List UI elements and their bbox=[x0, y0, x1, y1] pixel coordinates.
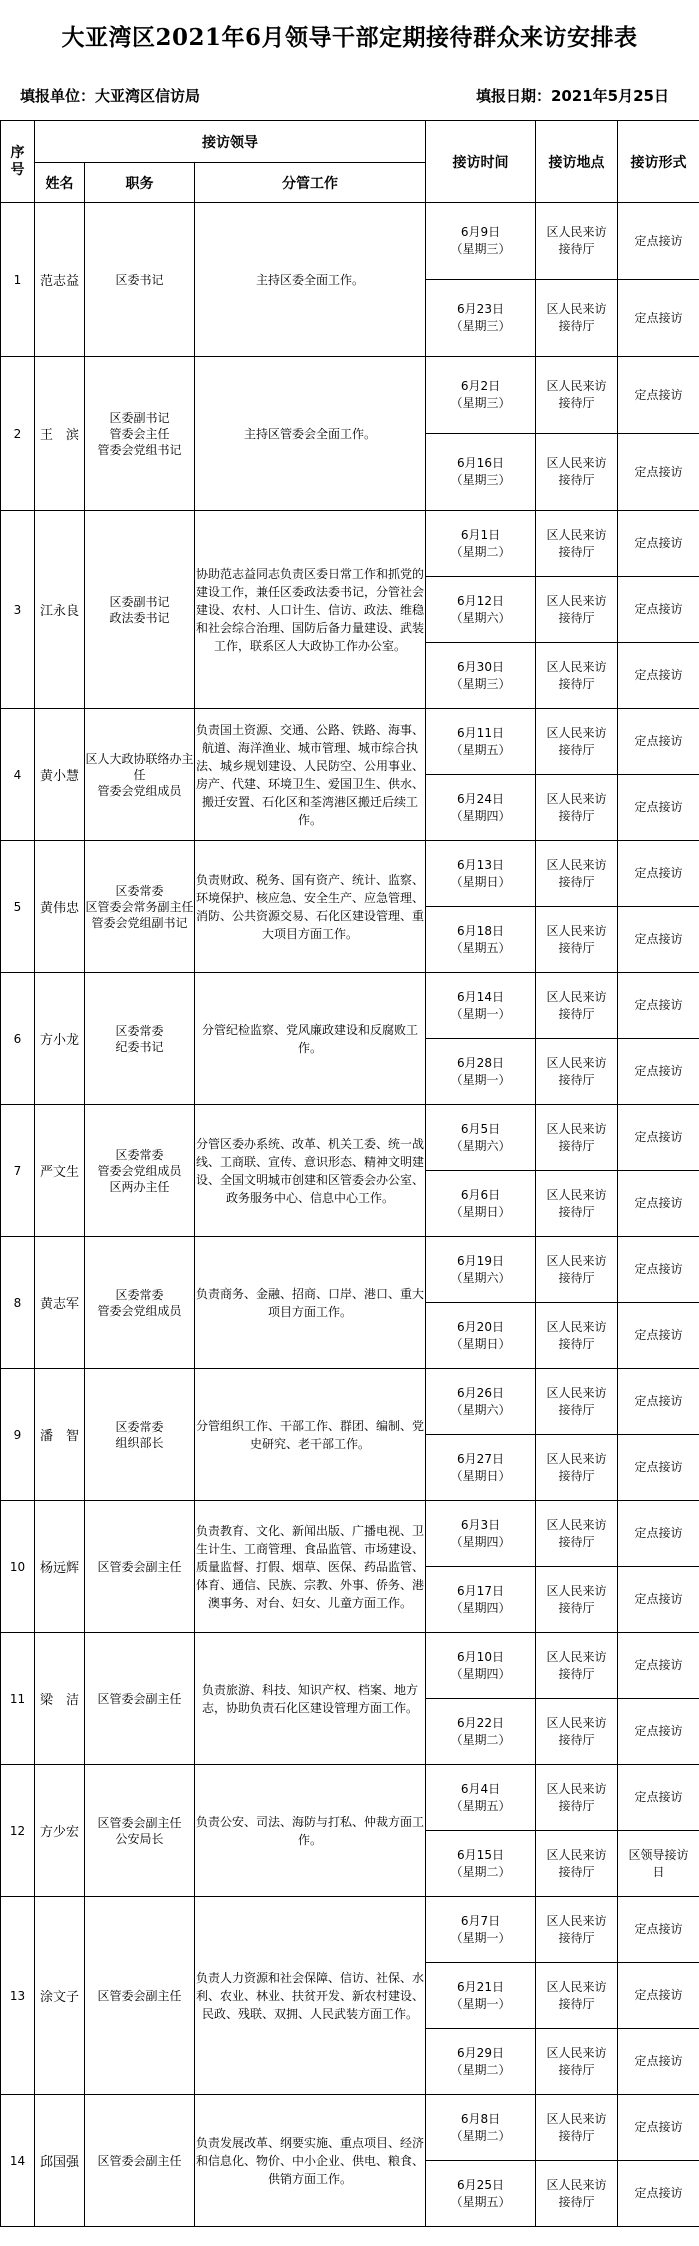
leader-name-cell: 涂文子 bbox=[35, 1897, 85, 2095]
position-line: 区委常委 bbox=[115, 1287, 164, 1302]
visit-time-cell bbox=[426, 2161, 536, 2227]
seq-cell: 3 bbox=[1, 511, 35, 709]
visit-place-cell: 区人民来访接待厅 bbox=[536, 280, 618, 357]
visit-form-cell: 定点接访 bbox=[618, 643, 699, 709]
page-title: 大亚湾区2021年6月领导干部定期接待群众来访安排表 bbox=[61, 23, 638, 51]
visit-weekday: （星期日） bbox=[450, 1468, 511, 1483]
visit-place-cell: 区人民来访接待厅 bbox=[536, 1633, 618, 1699]
visit-form-cell: 定点接访 bbox=[618, 841, 699, 907]
visit-form-cell: 定点接访 bbox=[618, 203, 699, 280]
visit-form-cell: 定点接访 bbox=[618, 1303, 699, 1369]
visit-date: 6月23日 bbox=[457, 302, 504, 316]
visit-form-cell: 定点接访 bbox=[618, 511, 699, 577]
position-line: 管委会主任 bbox=[109, 426, 170, 441]
visit-form-cell: 定点接访 bbox=[618, 1369, 699, 1435]
visit-form-cell: 定点接访 bbox=[618, 1963, 699, 2029]
report-meta bbox=[0, 70, 699, 120]
visit-time-cell bbox=[426, 357, 536, 434]
position-line: 区管委会副主任 bbox=[97, 1559, 182, 1574]
visit-place-cell: 区人民来访接待厅 bbox=[536, 2095, 618, 2161]
seq-cell: 11 bbox=[1, 1633, 35, 1765]
visit-time-cell bbox=[426, 841, 536, 907]
position-line: 管委会党组书记 bbox=[97, 442, 182, 457]
visit-weekday: （星期四） bbox=[450, 1666, 511, 1681]
leader-name-cell: 梁 洁 bbox=[35, 1633, 85, 1765]
visit-date: 6月10日 bbox=[457, 1649, 504, 1664]
visit-place-cell: 区人民来访接待厅 bbox=[536, 1237, 618, 1303]
table-row bbox=[1, 511, 699, 577]
seq-cell: 12 bbox=[1, 1765, 35, 1897]
schedule-table bbox=[0, 120, 699, 2227]
position-cell bbox=[85, 1897, 195, 2095]
seq-cell: 14 bbox=[1, 2095, 35, 2227]
position-line: 区委书记 bbox=[115, 272, 164, 287]
visit-time-cell bbox=[426, 511, 536, 577]
visit-date: 6月18日 bbox=[457, 923, 504, 938]
position-cell bbox=[85, 709, 195, 841]
visit-form-cell: 定点接访 bbox=[618, 1567, 699, 1633]
header-position: 职务 bbox=[85, 163, 195, 203]
visit-form-cell: 定点接访 bbox=[618, 2161, 699, 2227]
visit-weekday: （星期三） bbox=[450, 676, 511, 691]
visit-date: 6月7日 bbox=[460, 1913, 501, 1928]
position-cell bbox=[85, 357, 195, 511]
visit-place-cell: 区人民来访接待厅 bbox=[536, 511, 618, 577]
seq-cell: 4 bbox=[1, 709, 35, 841]
table-row bbox=[1, 1501, 699, 1567]
visit-time-cell bbox=[426, 203, 536, 280]
visit-date: 6月4日 bbox=[460, 1781, 501, 1796]
visit-weekday: （星期五） bbox=[450, 940, 511, 955]
position-line: 区委常委 bbox=[115, 1023, 164, 1038]
visit-date: 6月12日 bbox=[457, 593, 504, 608]
visit-time-cell bbox=[426, 1237, 536, 1303]
visit-place-cell: 区人民来访接待厅 bbox=[536, 1435, 618, 1501]
visit-time-cell bbox=[426, 1765, 536, 1831]
duty-cell: 负责国土资源、交通、公路、铁路、海事、航道、海洋渔业、城市管理、城市综合执法、城乡规划建设、人民防空、公用事业、房产、代建、环境卫生、爱国卫生、供水、搬迁安置、石化区和荃湾港区搬迁后续工作。 bbox=[195, 709, 426, 841]
table-row bbox=[1, 1369, 699, 1435]
visit-date: 6月5日 bbox=[460, 1121, 501, 1136]
visit-date: 6月26日 bbox=[457, 1385, 504, 1400]
visit-place-cell: 区人民来访接待厅 bbox=[536, 203, 618, 280]
duty-cell: 负责旅游、科技、知识产权、档案、地方志，协助负责石化区建设管理方面工作。 bbox=[195, 1633, 426, 1765]
duty-cell: 负责财政、税务、国有资产、统计、监察、环境保护、核应急、安全生产、应急管理、消防、公共资源交易、石化区建设管理、重大项目方面工作。 bbox=[195, 841, 426, 973]
position-cell bbox=[85, 511, 195, 709]
visit-weekday: （星期二） bbox=[450, 544, 511, 559]
visit-date: 6月2日 bbox=[460, 379, 501, 393]
leader-name-cell: 江永良 bbox=[35, 511, 85, 709]
visit-time-cell bbox=[426, 973, 536, 1039]
position-cell bbox=[85, 1105, 195, 1237]
leader-name-cell: 黄志军 bbox=[35, 1237, 85, 1369]
visit-weekday: （星期二） bbox=[450, 2128, 511, 2143]
visit-form-cell: 定点接访 bbox=[618, 1105, 699, 1171]
visit-place-cell: 区人民来访接待厅 bbox=[536, 973, 618, 1039]
visit-date: 6月25日 bbox=[457, 2177, 504, 2192]
visit-date: 6月8日 bbox=[460, 2111, 501, 2126]
visit-date: 6月30日 bbox=[457, 659, 504, 674]
visit-form-cell: 定点接访 bbox=[618, 1699, 699, 1765]
visit-date: 6月15日 bbox=[457, 1847, 504, 1862]
position-line: 纪委书记 bbox=[115, 1039, 164, 1054]
visit-date: 6月1日 bbox=[460, 527, 501, 542]
position-line: 区管委会副主任 bbox=[97, 1988, 182, 2003]
leader-name-cell: 黄伟忠 bbox=[35, 841, 85, 973]
visit-weekday: （星期四） bbox=[450, 1534, 511, 1549]
duty-cell: 负责人力资源和社会保障、信访、社保、水利、农业、林业、扶贫开发、新农村建设、民政、残联、双拥、人民武装方面工作。 bbox=[195, 1897, 426, 2095]
visit-weekday: （星期六） bbox=[450, 610, 511, 625]
visit-weekday: （星期日） bbox=[450, 874, 511, 889]
table-row bbox=[1, 1105, 699, 1171]
visit-place-cell: 区人民来访接待厅 bbox=[536, 775, 618, 841]
position-line: 区委常委 bbox=[115, 1419, 164, 1434]
duty-cell: 主持区委全面工作。 bbox=[195, 203, 426, 357]
seq-cell: 8 bbox=[1, 1237, 35, 1369]
seq-cell: 10 bbox=[1, 1501, 35, 1633]
visit-place-cell: 区人民来访接待厅 bbox=[536, 1897, 618, 1963]
visit-form-cell: 区领导接访日 bbox=[618, 1831, 699, 1897]
visit-form-cell: 定点接访 bbox=[618, 577, 699, 643]
visit-form-cell: 定点接访 bbox=[618, 434, 699, 511]
duty-cell: 分管组织工作、干部工作、群团、编制、党史研究、老干部工作。 bbox=[195, 1369, 426, 1501]
position-line: 管委会党组成员 bbox=[97, 1303, 182, 1318]
visit-time-cell bbox=[426, 280, 536, 357]
visit-time-cell bbox=[426, 1501, 536, 1567]
duty-cell: 分管区委办系统、改革、机关工委、统一战线、工商联、宣传、意识形态、精神文明建设、全国文明城市创建和区管委会办公室、政务服务中心、信息中心工作。 bbox=[195, 1105, 426, 1237]
visit-time-cell bbox=[426, 1435, 536, 1501]
position-line: 政法委书记 bbox=[109, 610, 170, 625]
visit-time-cell bbox=[426, 1369, 536, 1435]
visit-form-cell: 定点接访 bbox=[618, 1501, 699, 1567]
visit-place-cell: 区人民来访接待厅 bbox=[536, 643, 618, 709]
visit-weekday: （星期三） bbox=[450, 242, 511, 256]
visit-time-cell bbox=[426, 1831, 536, 1897]
duty-cell: 分管纪检监察、党风廉政建设和反腐败工作。 bbox=[195, 973, 426, 1105]
visit-date: 6月13日 bbox=[457, 857, 504, 872]
table-row bbox=[1, 357, 699, 434]
visit-weekday: （星期三） bbox=[450, 396, 511, 410]
visit-time-cell bbox=[426, 1897, 536, 1963]
visit-form-cell: 定点接访 bbox=[618, 973, 699, 1039]
visit-time-cell bbox=[426, 1699, 536, 1765]
visit-place-cell: 区人民来访接待厅 bbox=[536, 577, 618, 643]
visit-time-cell bbox=[426, 2029, 536, 2095]
header-leaders: 接访领导 bbox=[35, 121, 426, 163]
visit-place-cell: 区人民来访接待厅 bbox=[536, 1105, 618, 1171]
visit-place-cell: 区人民来访接待厅 bbox=[536, 357, 618, 434]
visit-time-cell bbox=[426, 1963, 536, 2029]
position-line: 组织部长 bbox=[115, 1435, 164, 1450]
visit-date: 6月22日 bbox=[457, 1715, 504, 1730]
visit-date: 6月19日 bbox=[457, 1253, 504, 1268]
seq-cell: 2 bbox=[1, 357, 35, 511]
visit-time-cell bbox=[426, 1633, 536, 1699]
leader-name-cell: 范志益 bbox=[35, 203, 85, 357]
visit-date: 6月16日 bbox=[457, 456, 504, 470]
leader-name-cell: 方少宏 bbox=[35, 1765, 85, 1897]
visit-form-cell: 定点接访 bbox=[618, 1765, 699, 1831]
duty-cell: 负责教育、文化、新闻出版、广播电视、卫生计生、工商管理、食品监管、市场建设、质量监督、打假、烟草、医保、药品监管、体育、通信、民族、宗教、外事、侨务、港澳事务、对台、妇女、儿童方面工作。 bbox=[195, 1501, 426, 1633]
position-line: 区管委会常务副主任 bbox=[85, 899, 194, 914]
duty-cell: 负责商务、金融、招商、口岸、港口、重大项目方面工作。 bbox=[195, 1237, 426, 1369]
visit-weekday: （星期日） bbox=[450, 1204, 511, 1219]
table-row bbox=[1, 2095, 699, 2161]
position-line: 管委会党组成员 bbox=[97, 1163, 182, 1178]
visit-weekday: （星期一） bbox=[450, 1006, 511, 1021]
visit-place-cell: 区人民来访接待厅 bbox=[536, 2161, 618, 2227]
visit-weekday: （星期三） bbox=[450, 473, 511, 487]
table-row bbox=[1, 1897, 699, 1963]
visit-place-cell: 区人民来访接待厅 bbox=[536, 1303, 618, 1369]
visit-weekday: （星期四） bbox=[450, 1600, 511, 1615]
header-time: 接访时间 bbox=[426, 121, 536, 203]
position-line: 区人大政协联络办主任 bbox=[85, 751, 194, 782]
visit-place-cell: 区人民来访接待厅 bbox=[536, 1039, 618, 1105]
visit-time-cell bbox=[426, 1171, 536, 1237]
visit-weekday: （星期二） bbox=[450, 1864, 511, 1879]
visit-form-cell: 定点接访 bbox=[618, 775, 699, 841]
leader-name-cell: 严文生 bbox=[35, 1105, 85, 1237]
visit-form-cell: 定点接访 bbox=[618, 1039, 699, 1105]
visit-time-cell bbox=[426, 1105, 536, 1171]
visit-weekday: （星期二） bbox=[450, 1732, 511, 1747]
seq-cell: 1 bbox=[1, 203, 35, 357]
visit-form-cell: 定点接访 bbox=[618, 1171, 699, 1237]
visit-date: 6月14日 bbox=[457, 989, 504, 1004]
position-cell bbox=[85, 203, 195, 357]
visit-date: 6月3日 bbox=[460, 1517, 501, 1532]
table-row bbox=[1, 1237, 699, 1303]
position-cell bbox=[85, 973, 195, 1105]
position-cell bbox=[85, 1765, 195, 1897]
header-name: 姓名 bbox=[35, 163, 85, 203]
position-line: 区委副书记 bbox=[109, 594, 170, 609]
position-line: 区两办主任 bbox=[109, 1179, 170, 1194]
visit-date: 6月6日 bbox=[460, 1187, 501, 1202]
visit-time-cell bbox=[426, 907, 536, 973]
report-unit: 填报单位：大亚湾区信访局 bbox=[20, 86, 201, 105]
visit-place-cell: 区人民来访接待厅 bbox=[536, 1831, 618, 1897]
visit-form-cell: 定点接访 bbox=[618, 709, 699, 775]
position-line: 区委常委 bbox=[115, 1147, 164, 1162]
leader-name-cell: 王 滨 bbox=[35, 357, 85, 511]
visit-weekday: （星期五） bbox=[450, 742, 511, 757]
leader-name-cell: 杨远辉 bbox=[35, 1501, 85, 1633]
visit-form-cell: 定点接访 bbox=[618, 1897, 699, 1963]
visit-place-cell: 区人民来访接待厅 bbox=[536, 1567, 618, 1633]
visit-date: 6月20日 bbox=[457, 1319, 504, 1334]
position-line: 管委会党组副书记 bbox=[91, 915, 188, 930]
header-duty: 分管工作 bbox=[195, 163, 426, 203]
duty-cell: 协助范志益同志负责区委日常工作和抓党的建设工作，兼任区委政法委书记，分管社会建设、农村、人口计生、信访、政法、维稳和社会综合治理、国防后备力量建设、武装工作，联系区人大政协工作办公室。 bbox=[195, 511, 426, 709]
position-cell bbox=[85, 1237, 195, 1369]
visit-form-cell: 定点接访 bbox=[618, 907, 699, 973]
visit-date: 6月21日 bbox=[457, 1979, 504, 1994]
visit-time-cell bbox=[426, 775, 536, 841]
duty-cell: 负责公安、司法、海防与打私、仲裁方面工作。 bbox=[195, 1765, 426, 1897]
visit-weekday: （星期日） bbox=[450, 1336, 511, 1351]
visit-weekday: （星期一） bbox=[450, 1930, 511, 1945]
report-date: 填报日期：2021年5月25日 bbox=[475, 86, 669, 105]
visit-place-cell: 区人民来访接待厅 bbox=[536, 2029, 618, 2095]
visit-time-cell bbox=[426, 1567, 536, 1633]
visit-form-cell: 定点接访 bbox=[618, 280, 699, 357]
visit-weekday: （星期六） bbox=[450, 1138, 511, 1153]
visit-weekday: （星期二） bbox=[450, 2062, 511, 2077]
visit-form-cell: 定点接访 bbox=[618, 1237, 699, 1303]
position-cell bbox=[85, 1633, 195, 1765]
seq-cell: 9 bbox=[1, 1369, 35, 1501]
visit-place-cell: 区人民来访接待厅 bbox=[536, 907, 618, 973]
table-row bbox=[1, 1765, 699, 1831]
header-place: 接访地点 bbox=[536, 121, 618, 203]
header-form: 接访形式 bbox=[618, 121, 699, 203]
visit-weekday: （星期三） bbox=[450, 319, 511, 333]
schedule-body bbox=[1, 203, 699, 2227]
position-cell bbox=[85, 841, 195, 973]
visit-place-cell: 区人民来访接待厅 bbox=[536, 1369, 618, 1435]
visit-place-cell: 区人民来访接待厅 bbox=[536, 1765, 618, 1831]
seq-cell: 5 bbox=[1, 841, 35, 973]
position-line: 区委常委 bbox=[115, 883, 164, 898]
leader-name-cell: 方小龙 bbox=[35, 973, 85, 1105]
visit-date: 6月17日 bbox=[457, 1583, 504, 1598]
visit-place-cell: 区人民来访接待厅 bbox=[536, 1501, 618, 1567]
visit-weekday: （星期四） bbox=[450, 808, 511, 823]
position-line: 管委会党组成员 bbox=[97, 783, 182, 798]
visit-time-cell bbox=[426, 1039, 536, 1105]
visit-form-cell: 定点接访 bbox=[618, 357, 699, 434]
visit-time-cell bbox=[426, 643, 536, 709]
visit-place-cell: 区人民来访接待厅 bbox=[536, 841, 618, 907]
visit-date: 6月28日 bbox=[457, 1055, 504, 1070]
visit-weekday: （星期五） bbox=[450, 2194, 511, 2209]
position-line: 区委副书记 bbox=[109, 410, 170, 425]
table-row bbox=[1, 709, 699, 775]
position-line: 区管委会副主任 bbox=[97, 1691, 182, 1706]
visit-place-cell: 区人民来访接待厅 bbox=[536, 1963, 618, 2029]
visit-place-cell: 区人民来访接待厅 bbox=[536, 709, 618, 775]
leader-name-cell: 邱国强 bbox=[35, 2095, 85, 2227]
leader-name-cell: 潘 智 bbox=[35, 1369, 85, 1501]
position-cell bbox=[85, 2095, 195, 2227]
visit-date: 6月11日 bbox=[457, 725, 504, 740]
visit-time-cell bbox=[426, 2095, 536, 2161]
header-seq: 序号 bbox=[1, 121, 35, 203]
position-cell bbox=[85, 1369, 195, 1501]
visit-place-cell: 区人民来访接待厅 bbox=[536, 1171, 618, 1237]
visit-date: 6月24日 bbox=[457, 791, 504, 806]
visit-form-cell: 定点接访 bbox=[618, 1633, 699, 1699]
visit-place-cell: 区人民来访接待厅 bbox=[536, 434, 618, 511]
duty-cell: 负责发展改革、纲要实施、重点项目、经济和信息化、物价、中小企业、供电、粮食、供销方面工作。 bbox=[195, 2095, 426, 2227]
leader-name-cell: 黄小慧 bbox=[35, 709, 85, 841]
visit-form-cell: 定点接访 bbox=[618, 2029, 699, 2095]
visit-time-cell bbox=[426, 709, 536, 775]
visit-time-cell bbox=[426, 577, 536, 643]
seq-cell: 13 bbox=[1, 1897, 35, 2095]
position-cell bbox=[85, 1501, 195, 1633]
position-line: 区管委会副主任 bbox=[97, 2153, 182, 2168]
visit-weekday: （星期一） bbox=[450, 1072, 511, 1087]
duty-cell: 主持区管委会全面工作。 bbox=[195, 357, 426, 511]
visit-form-cell: 定点接访 bbox=[618, 2095, 699, 2161]
visit-date: 6月27日 bbox=[457, 1451, 504, 1466]
visit-date: 6月29日 bbox=[457, 2045, 504, 2060]
visit-weekday: （星期一） bbox=[450, 1996, 511, 2011]
visit-form-cell: 定点接访 bbox=[618, 1435, 699, 1501]
visit-time-cell bbox=[426, 1303, 536, 1369]
visit-weekday: （星期六） bbox=[450, 1270, 511, 1285]
visit-weekday: （星期五） bbox=[450, 1798, 511, 1813]
table-row bbox=[1, 1633, 699, 1699]
visit-date: 6月9日 bbox=[460, 225, 501, 239]
seq-cell: 6 bbox=[1, 973, 35, 1105]
seq-cell: 7 bbox=[1, 1105, 35, 1237]
position-line: 区管委会副主任 bbox=[97, 1815, 182, 1830]
visit-time-cell bbox=[426, 434, 536, 511]
table-row bbox=[1, 203, 699, 280]
visit-weekday: （星期六） bbox=[450, 1402, 511, 1417]
table-row bbox=[1, 841, 699, 907]
visit-place-cell: 区人民来访接待厅 bbox=[536, 1699, 618, 1765]
table-row bbox=[1, 973, 699, 1039]
position-line: 公安局长 bbox=[115, 1831, 164, 1846]
